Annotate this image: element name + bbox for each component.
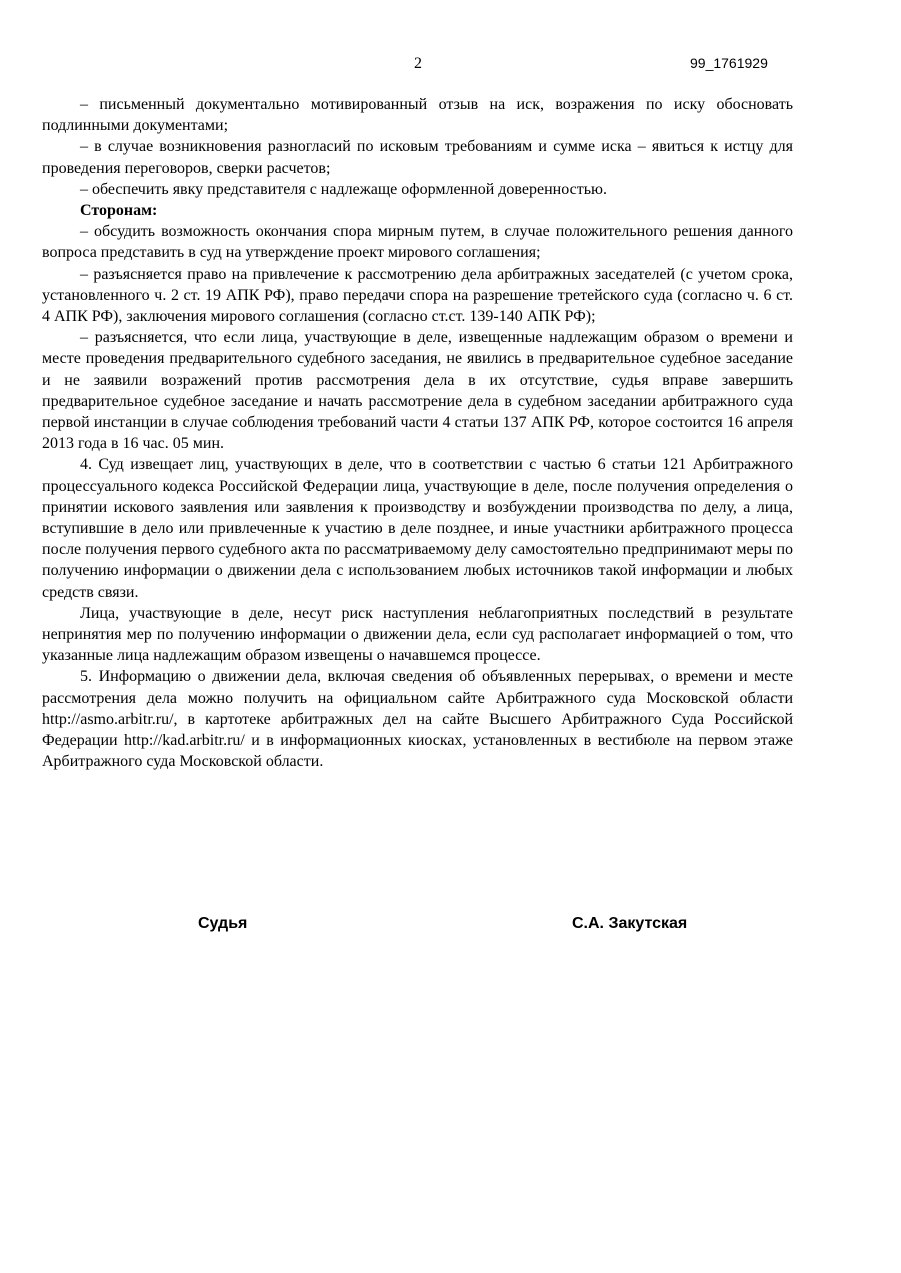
paragraph-representative-attendance: – обеспечить явку представителя с надлежаще оформленной доверенностью.: [80, 180, 607, 198]
page-number: 2: [414, 55, 422, 72]
paragraph-case-information: 5. Информацию о движении дела, включая сведения об объявленных перерывах, о времени и месте рассмотрения дела можно получить на официальном сайте Арбитражного суда Московской области http://asmo.arbitr.ru/, в картотеке арбитражных дел на сайте Высшего Арбитражного Суда Российской Федерации http://kad.arbitr.ru/ и в информационных киосках, установленных в вестибюле на первом этаже Арбитражного суда Московской области.: [42, 668, 793, 771]
signature-name: С.А. Закутская: [572, 915, 688, 932]
document-body: [42, 94, 793, 773]
paragraph-settlement: – обсудить возможность окончания спора мирным путем, в случае положительного решения данного вопроса представить в суд на утверждение проект мирового соглашения;: [42, 223, 793, 262]
document-id: 99_1761929: [690, 55, 768, 71]
paragraph-preliminary-hearing: – разъясняется, что если лица, участвующие в деле, извещенные надлежащим образом о времени и месте проведения предварительного судебного заседания, не явились в предварительное судебное заседание и не заявили возражений против рассмотрения дела в их отсутствие, судья вправе завершить предварительное судебное заседание и начать рассмотрение дела в судебном заседании арбитражного суда первой инстанции в случае соблюдения требований части 4 статьи 137 АПК РФ, которое состоится 16 апреля 2013 года в 16 час. 05 мин.: [42, 329, 793, 453]
paragraph-disagreement-instruction: – в случае возникновения разногласий по исковым требованиям и сумме иска – явиться к истцу для проведения переговоров, сверки расчетов;: [42, 138, 793, 177]
paragraph-arbitration-rights: – разъясняется право на привлечение к рассмотрению дела арбитражных заседателей (с учетом срока, установленного ч. 2 ст. 19 АПК РФ), право передачи спора на разрешение третейского суда (согласно ч. 6 ст. 4 АПК РФ), заключения мирового соглашения (согласно ст.ст. 139-140 АПК РФ);: [42, 265, 793, 326]
paragraph-response-requirement: – письменный документально мотивированный отзыв на иск, возражения по иску обосновать подлинными документами;: [42, 96, 793, 135]
paragraph-risk-notice: Лица, участвующие в деле, несут риск наступления неблагоприятных последствий в результате непринятия мер по получению информации о движении дела, если суд располагает информацией о том, что указанные лица надлежащим образом извещены о начавшемся процессе.: [42, 604, 793, 665]
signature-role: Судья: [198, 915, 248, 932]
paragraph-court-notice: 4. Суд извещает лиц, участвующих в деле, что в соответствии с частью 6 статьи 121 Арбитражного процессуального кодекса Российской Федерации лица, участвующие в деле, после получения определения о принятии искового заявления или заявления к производству и возбуждении производства по делу, а лица, вступившие в дело или привлеченные к участию в деле позднее, и иные участники арбитражного процесса после получения первого судебного акта по рассматриваемому делу самостоятельно предпринимают меры по получению информации о движении дела с использованием любых источников такой информации и любых средств связи.: [42, 456, 793, 601]
parties-heading: Сторонам:: [80, 202, 158, 220]
